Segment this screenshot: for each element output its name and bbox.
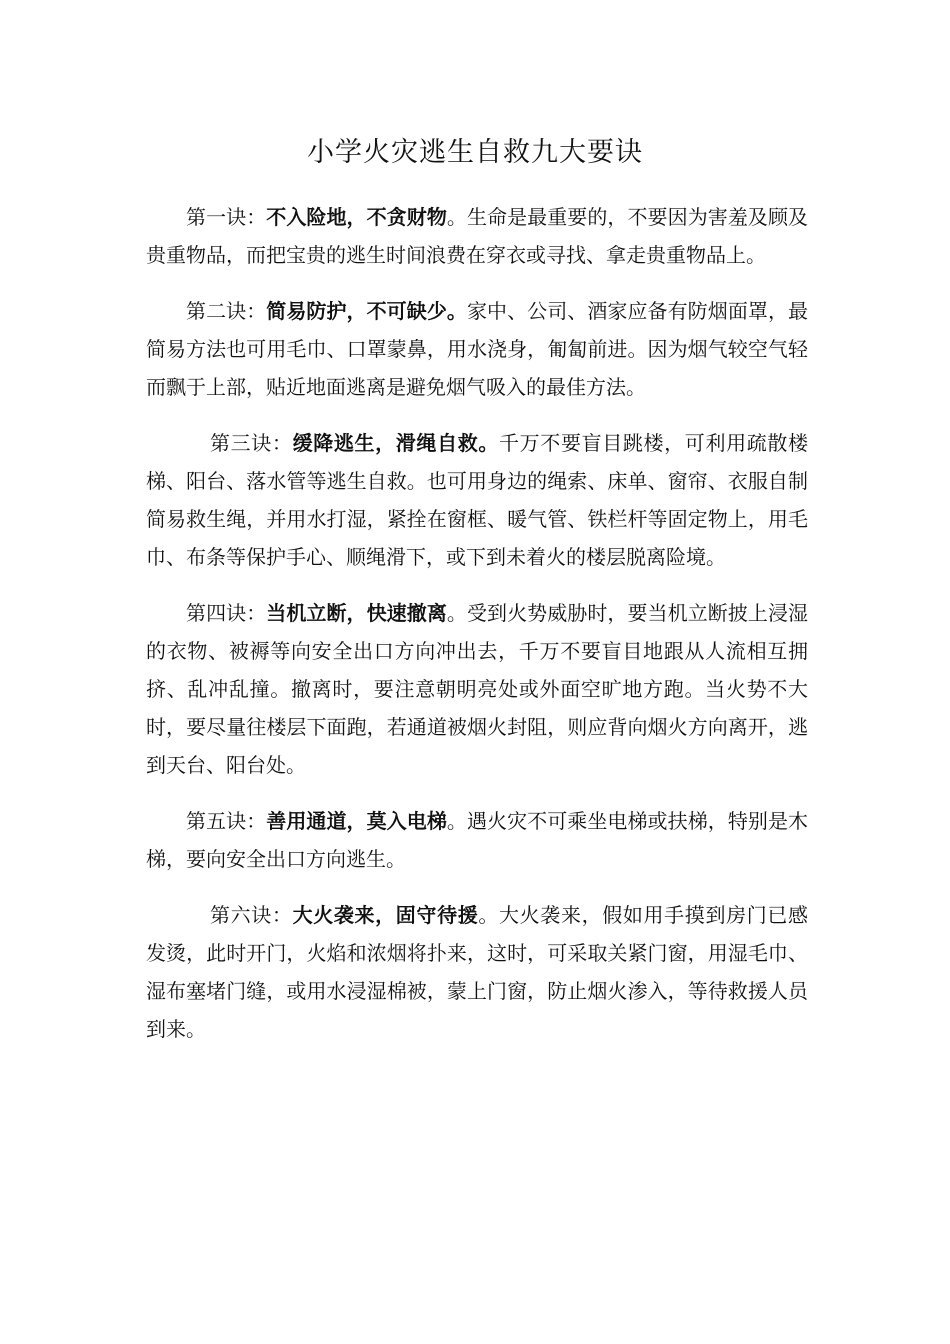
section-label: 第一诀： (186, 205, 267, 229)
section-label: 第五诀： (186, 809, 267, 833)
document-body (146, 198, 808, 1066)
section-label: 第二诀： (186, 299, 267, 323)
section-label: 第三诀： (210, 431, 293, 455)
section-6 (146, 896, 808, 1048)
section-text: 千万不要盲目跳楼，可利用疏散楼梯、阳台、落水管等逃生自救。也可用身边的绳索、床单、窗帘、衣服自制简易救生绳，并用水打湿，紧拴在窗框、暖气管、铁栏杆等固定物上，用毛巾、布条等保护手心、顺绳滑下，或下到未着火的楼层脱离险境。 (146, 431, 809, 569)
section-1 (146, 198, 808, 274)
section-4 (146, 594, 808, 784)
section-text: 家中、公司、酒家应备有防烟面罩，最简易方法也可用毛巾、口罩蒙鼻，用水浇身，匍匐前进。因为烟气较空气轻而飘于上部，贴近地面逃离是避免烟气吸入的最佳方法。 (146, 299, 809, 399)
section-heading: 缓降逃生，滑绳自救。 (292, 431, 500, 455)
section-heading: 当机立断，快速撤离 (266, 601, 447, 625)
section-label: 第四诀： (186, 601, 267, 625)
section-heading: 简易防护，不可缺少。 (266, 299, 467, 323)
section-text: 。生命是最重要的，不要因为害羞及顾及贵重物品，而把宝贵的逃生时间浪费在穿衣或寻找、拿走贵重物品上。 (146, 205, 809, 267)
section-2 (146, 292, 808, 406)
section-heading: 大火袭来，固守待援 (292, 903, 479, 927)
section-heading: 不入险地，不贪财物 (266, 205, 447, 229)
section-5 (146, 802, 808, 878)
section-3 (146, 424, 808, 576)
section-text: 。受到火势威胁时，要当机立断披上浸湿的衣物、被褥等向安全出口方向冲出去，千万不要盲目地跟从人流相互拥挤、乱冲乱撞。撤离时，要注意朝明亮处或外面空旷地方跑。当火势不大时，要尽量往楼层下面跑，若通道被烟火封阻，则应背向烟火方向离开，逃到天台、阳台处。 (146, 601, 809, 777)
section-text: 。大火袭来，假如用手摸到房门已感发烫，此时开门，火焰和浓烟将扑来，这时，可采取关紧门窗，用湿毛巾、湿布塞堵门缝，或用水浸湿棉被，蒙上门窗，防止烟火渗入，等待救援人员到来。 (146, 903, 809, 1041)
page-title: 小学火灾逃生自救九大要诀 (307, 137, 643, 168)
section-heading: 善用通道，莫入电梯 (266, 809, 447, 833)
section-text: 。遇火灾不可乘坐电梯或扶梯，特别是木梯，要向安全出口方向逃生。 (146, 809, 809, 871)
section-label: 第六诀： (210, 903, 293, 927)
